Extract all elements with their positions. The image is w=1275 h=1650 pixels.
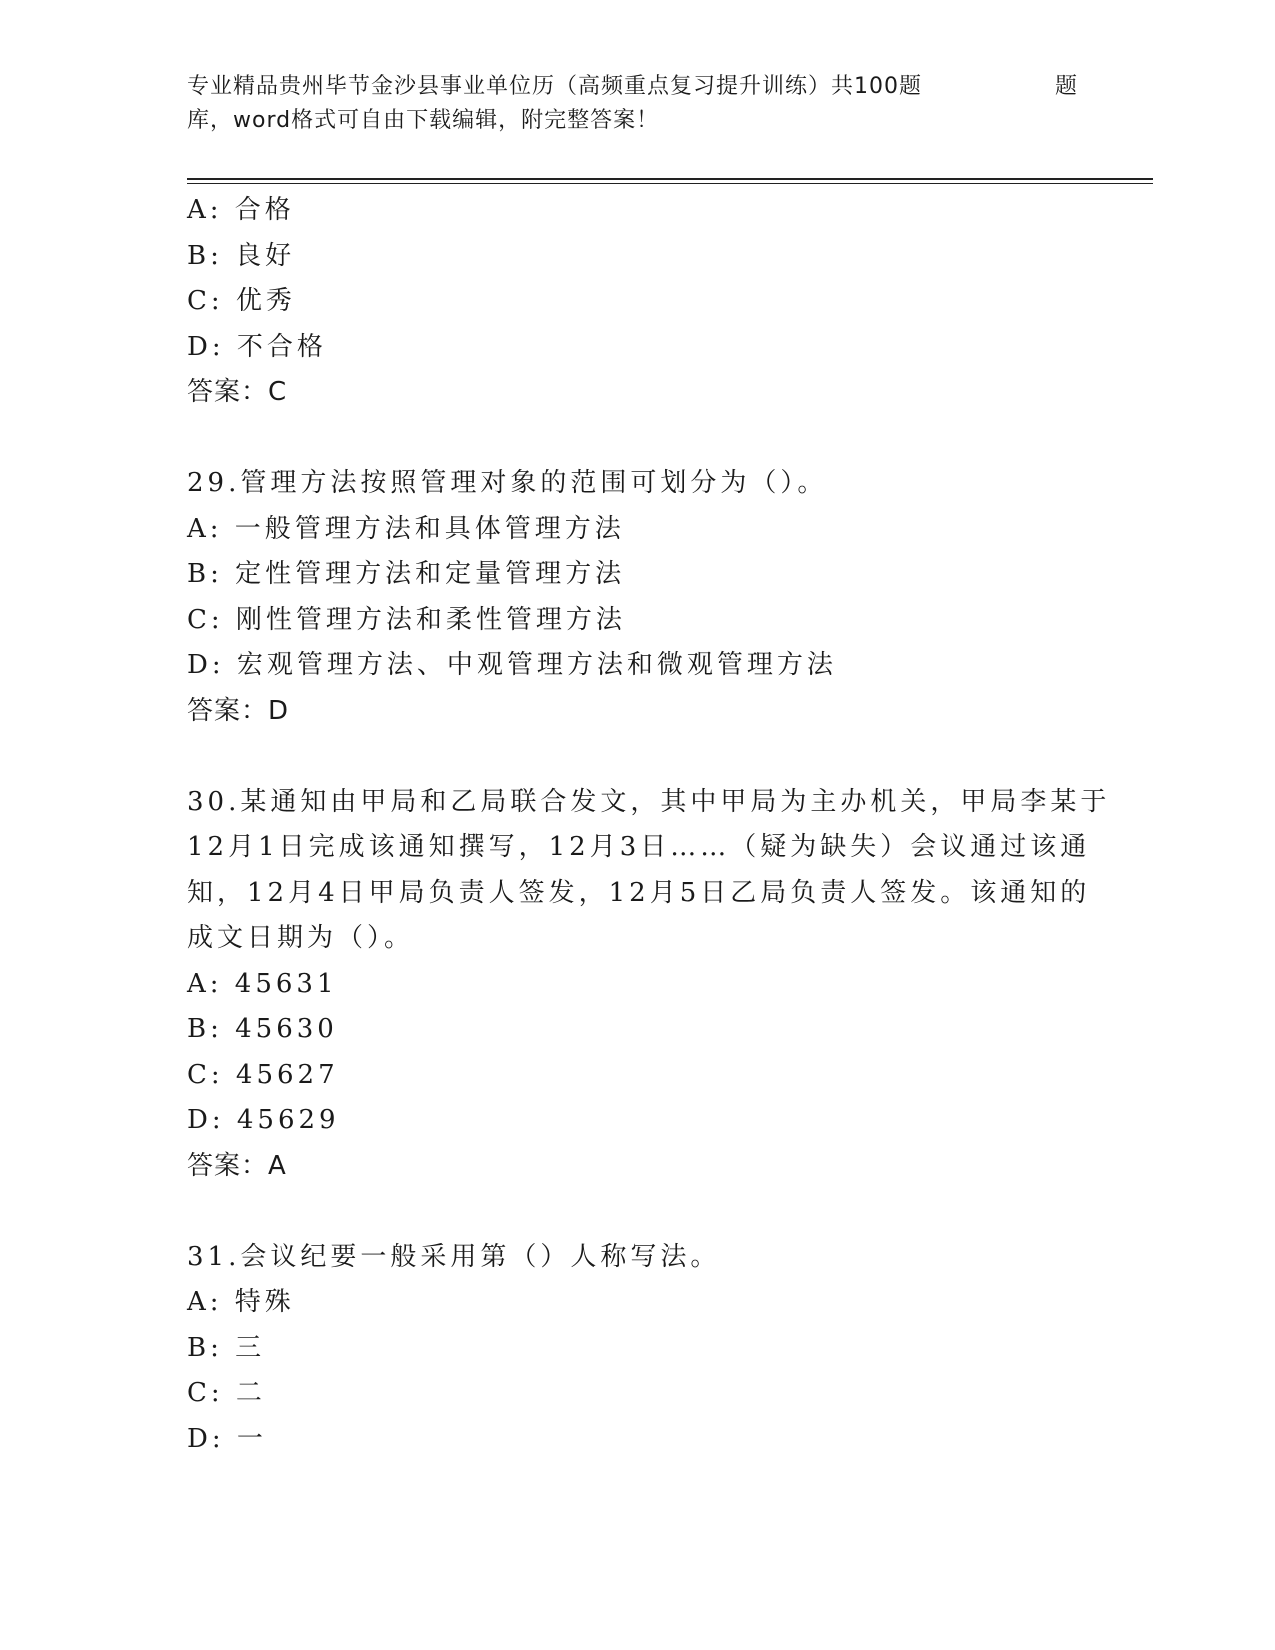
option-a: A: 合格 bbox=[187, 195, 295, 225]
option-b: B: 45630 bbox=[187, 1014, 338, 1044]
option-d: D: 45629 bbox=[187, 1105, 340, 1135]
question-stem: 31.会议纪要一般采用第（）人称写法。 bbox=[187, 1241, 721, 1272]
option-b: B: 三 bbox=[187, 1332, 266, 1363]
option-d: D: 宏观管理方法、中观管理方法和微观管理方法 bbox=[187, 650, 837, 680]
question-stem-line-1: 30.某通知由甲局和乙局联合发文，其中甲局为主办机关，甲局李某于 bbox=[187, 786, 1111, 817]
question-29 bbox=[187, 461, 1087, 734]
question-stem-line-2: 12月1日完成该通知撰写，12月3日……（疑为缺失）会议通过该通 bbox=[187, 832, 1091, 862]
option-a: A: 一般管理方法和具体管理方法 bbox=[187, 513, 625, 544]
option-d: D: 一 bbox=[187, 1423, 267, 1454]
header-divider-thick bbox=[187, 178, 1153, 180]
option-c: C: 二 bbox=[187, 1378, 266, 1408]
answer: 答案：A bbox=[187, 1150, 287, 1181]
option-b: B: 良好 bbox=[187, 240, 296, 271]
question-28 bbox=[187, 188, 1087, 416]
option-a: A: 特殊 bbox=[187, 1287, 295, 1317]
question-stem-line-4: 成文日期为（）。 bbox=[187, 923, 415, 953]
question-31 bbox=[187, 1235, 1087, 1463]
question-list bbox=[187, 188, 1111, 1462]
answer: 答案：D bbox=[187, 695, 290, 726]
option-a: A: 45631 bbox=[187, 968, 338, 999]
question-30 bbox=[187, 780, 1111, 1190]
option-c: C: 刚性管理方法和柔性管理方法 bbox=[187, 604, 626, 635]
spacer bbox=[187, 734, 1087, 780]
option-b: B: 定性管理方法和定量管理方法 bbox=[187, 559, 626, 589]
spacer bbox=[187, 1189, 1087, 1235]
question-stem: 29.管理方法按照管理对象的范围可划分为（）。 bbox=[187, 468, 828, 498]
question-stem-line-3: 知，12月4日甲局负责人签发，12月5日乙局负责人签发。该通知的 bbox=[187, 877, 1091, 908]
header-divider-thin bbox=[187, 183, 1153, 184]
option-d: D: 不合格 bbox=[187, 331, 327, 362]
spacer bbox=[187, 416, 1087, 462]
answer: 答案：C bbox=[187, 377, 288, 407]
header-line-2: 库，word格式可自由下载编辑，附完整答案！ bbox=[187, 108, 660, 133]
option-c: C: 45627 bbox=[187, 1059, 339, 1090]
header-title-text: 专业精品贵州毕节金沙县事业单位历（高频重点复习提升训练）共100题 bbox=[187, 74, 922, 99]
document-header bbox=[187, 70, 1087, 138]
header-title-tail: 题 bbox=[1055, 74, 1079, 99]
option-c: C: 优秀 bbox=[187, 286, 296, 316]
header-line-1 bbox=[187, 70, 1087, 104]
